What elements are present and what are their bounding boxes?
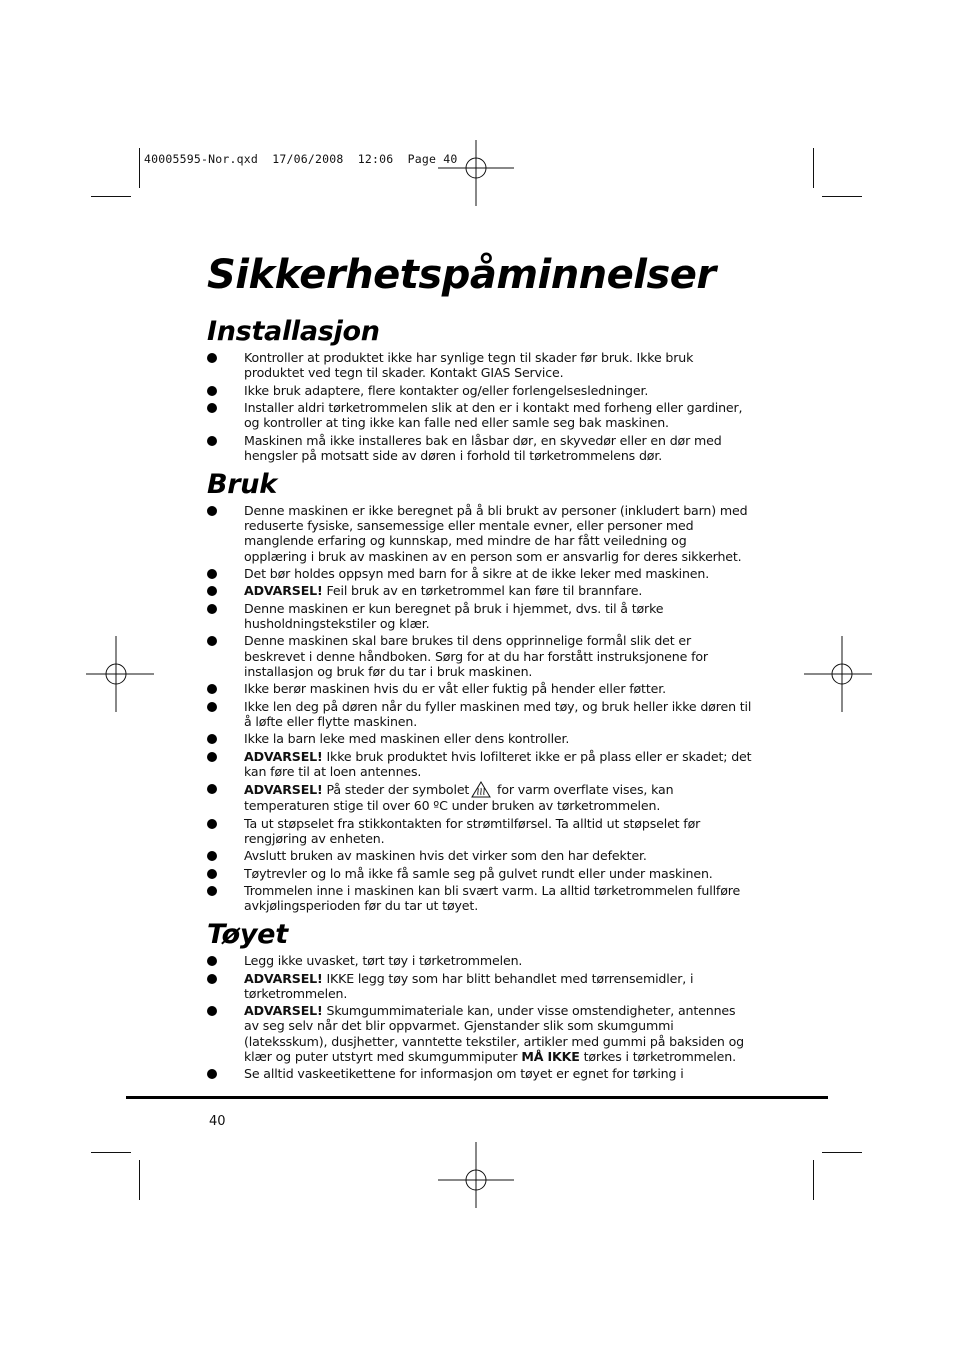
list-item: Ikke berør maskinen hvis du er våt eller fuktig på hender eller føtter. [207, 681, 752, 696]
footer-rule [126, 1096, 828, 1099]
bullet-icon [207, 752, 217, 762]
list-item: Denne maskinen er kun beregnet på bruk i hjemmet, dvs. til å tørke husholdningstekstiler og klær. [207, 601, 752, 631]
crop-mark [139, 148, 140, 188]
bullet-icon [207, 403, 217, 413]
bullet-list [207, 953, 752, 1081]
bullet-list [207, 503, 752, 913]
bullet-icon [207, 684, 217, 694]
list-item: ADVARSEL! På steder der symbolet for varm overflate vises, kan temperaturen stige til over 60 ºC under bruken av tørketrommelen. [207, 781, 752, 813]
crop-mark [91, 1152, 131, 1153]
section-installasjon [207, 316, 752, 463]
crop-mark [822, 196, 862, 197]
list-item: Ikke len deg på døren når du fyller maskinen med tøy, og bruk heller ikke døren til å løfte eller flytte maskinen. [207, 699, 752, 729]
list-item: Denne maskinen skal bare brukes til dens opprinnelige formål slik det er beskrevet i denne håndboken. Sørg for at du har forstått instruksjonene for installasjon og bruk før du tar i bruk maskinen. [207, 633, 752, 679]
crop-mark [822, 1152, 862, 1153]
section-toyet [207, 919, 752, 1081]
crop-mark [91, 196, 131, 197]
crop-mark [813, 148, 814, 188]
content [207, 316, 752, 1084]
list-item: Maskinen må ikke installeres bak en låsbar dør, en skyvedør eller en dør med hengsler på motsatt side av døren i forhold til tørketrommelens dør. [207, 433, 752, 463]
bullet-icon [207, 956, 217, 966]
bullet-icon [207, 569, 217, 579]
hot-surface-warning-icon [471, 781, 491, 798]
list-item: Installer aldri tørketrommelen slik at den er i kontakt med forheng eller gardiner, og kontroller at ting ikke kan falle ned eller samle seg bak maskinen. [207, 400, 752, 430]
registration-mark-icon [438, 1142, 514, 1218]
bullet-list [207, 350, 752, 463]
list-item: Avslutt bruken av maskinen hvis det virker som den har defekter. [207, 848, 752, 863]
list-item: Kontroller at produktet ikke har synlige tegn til skader før bruk. Ikke bruk produktet ved tegn til skader. Kontakt GIAS Service. [207, 350, 752, 380]
registration-mark-icon [804, 636, 880, 712]
list-item: Ikke bruk adaptere, flere kontakter og/eller forlengelsesledninger. [207, 383, 752, 398]
list-item: ADVARSEL! Feil bruk av en tørketrommel kan føre til brannfare. [207, 583, 752, 598]
list-item: Tøytrevler og lo må ikke få samle seg på gulvet rundt eller under maskinen. [207, 866, 752, 881]
section-bruk [207, 469, 752, 913]
bullet-icon [207, 1069, 217, 1079]
warning-label: ADVARSEL! [244, 970, 323, 986]
print-slug: 40005595-Nor.qxd 17/06/2008 12:06 Page 40 [144, 152, 458, 166]
section-heading: Installasjon [207, 316, 380, 347]
warning-label: ADVARSEL! [244, 1003, 323, 1019]
bullet-icon [207, 1006, 217, 1016]
bullet-icon [207, 386, 217, 396]
warning-label: ADVARSEL! [244, 782, 323, 798]
section-heading: Bruk [207, 468, 277, 500]
page-number: 40 [209, 1114, 226, 1129]
bullet-icon [207, 974, 217, 984]
registration-mark-icon [78, 636, 154, 712]
bullet-icon [207, 702, 217, 712]
bullet-icon [207, 869, 217, 879]
section-heading: Tøyet [207, 919, 288, 951]
list-item: ADVARSEL! Ikke bruk produktet hvis lofilteret ikke er på plass eller er skadet; det kan føre til at loen antennes. [207, 749, 752, 779]
list-item: Legg ikke uvasket, tørt tøy i tørketrommelen. [207, 953, 752, 968]
bullet-icon [207, 734, 217, 744]
bullet-icon [207, 586, 217, 596]
list-item: Ikke la barn leke med maskinen eller dens kontroller. [207, 731, 752, 746]
bullet-icon [207, 436, 217, 446]
bullet-icon [207, 851, 217, 861]
emphasis-text: MÅ IKKE [521, 1048, 580, 1064]
bullet-icon [207, 819, 217, 829]
bullet-icon [207, 636, 217, 646]
bullet-icon [207, 784, 217, 794]
list-item: Trommelen inne i maskinen kan bli svært varm. La alltid tørketrommelen fullføre avkjølingsperioden før du tar ut tøyet. [207, 883, 752, 913]
bullet-icon [207, 353, 217, 363]
bullet-icon [207, 886, 217, 896]
page-title: Sikkerhetspåminnelser [207, 252, 716, 298]
bullet-icon [207, 506, 217, 516]
list-item: Denne maskinen er ikke beregnet på å bli brukt av personer (inkludert barn) med reduserte fysiske, sansemessige eller mentale evner, eller personer med manglende erfaring og kunnskap, med mindre de har fått veiledning og opplæring i bruk av maskinen av en person som er ansvarlig for deres sikkerhet. [207, 503, 752, 564]
crop-mark [813, 1160, 814, 1200]
crop-mark [139, 1160, 140, 1200]
warning-label: ADVARSEL! [244, 748, 323, 764]
list-item: Ta ut støpselet fra stikkontakten for strømtilførsel. Ta alltid ut støpselet før rengjøring av enheten. [207, 816, 752, 846]
list-item: Se alltid vaskeetikettene for informasjon om tøyet er egnet for tørking i [207, 1066, 752, 1081]
list-item: Det bør holdes oppsyn med barn for å sikre at de ikke leker med maskinen. [207, 566, 752, 581]
list-item: ADVARSEL! IKKE legg tøy som har blitt behandlet med tørrensemidler, i tørketrommelen. [207, 971, 752, 1001]
bullet-icon [207, 604, 217, 614]
warning-label: ADVARSEL! [244, 583, 323, 599]
list-item: ADVARSEL! Skumgummimateriale kan, under visse omstendigheter, antennes av seg selv når det blir oppvarmet. Gjenstander slik som skumgummi (lateksskum), dusjhetter, vanntette tekstiler, artikler med gummi på baksiden og klær og puter utstyrt med skumgummiputer MÅ IKKE tørkes i tørketrommelen. [207, 1003, 752, 1064]
registration-mark-icon [438, 130, 514, 206]
